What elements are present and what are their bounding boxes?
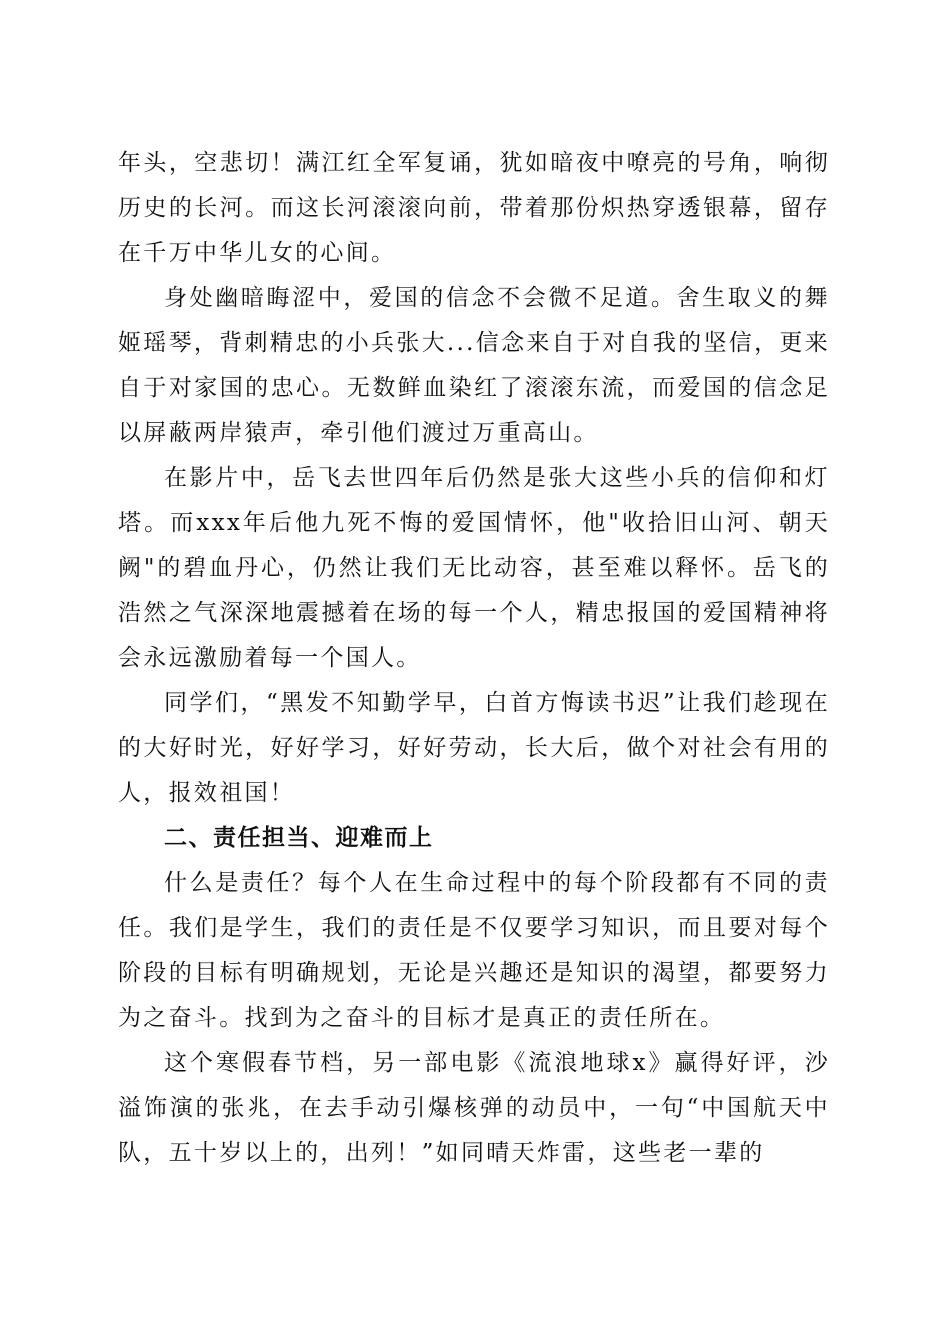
paragraph-continuation: 年头，空悲切！满江红全军复诵，犹如暗夜中嘹亮的号角，响彻历史的长河。而这长河滚滚向前，带着那份炽热穿透银幕，留存在千万中华儿女的心间。 xyxy=(118,150,830,266)
paragraph-students-call: 同学们，“黑发不知勤学早，白首方悔读书迟”让我们趁现在的大好时光，好好学习，好好劳动，长大后，做个对社会有用的人，报效祖国！ xyxy=(118,690,830,806)
paragraph-yue-fei: 在影片中，岳飞去世四年后仍然是张大这些小兵的信仰和灯塔。而xxx年后他九死不悔的爱国情怀，他"收拾旧山河、朝天阙"的碧血丹心，仍然让我们无比动容，甚至难以释怀。岳飞的浩然之气深深地震撼着在场的每一个人，精忠报国的爱国精神将会永远激励着每一个国人。 xyxy=(118,465,830,671)
document-body xyxy=(118,141,830,1176)
paragraph-wandering-earth: 这个寒假春节档，另一部电影《流浪地球x》赢得好评，沙溢饰演的张兆，在去手动引爆核弹的动员中，一句“中国航天中队，五十岁以上的，出列！”如同晴天炸雷，这些老一辈的 xyxy=(118,1050,830,1166)
section-heading-responsibility: 二、责任担当、迎难而上 xyxy=(164,825,434,851)
paragraph-what-is-responsibility: 什么是责任？每个人在生命过程中的每个阶段都有不同的责任。我们是学生，我们的责任是不仅要学习知识，而且要对每个阶段的目标有明确规划，无论是兴趣还是知识的渴望，都要努力为之奋斗。找到为之奋斗的目标才是真正的责任所在。 xyxy=(118,870,830,1031)
paragraph-patriotic-belief: 身处幽暗晦涩中，爱国的信念不会微不足道。舍生取义的舞姬瑶琴，背刺精忠的小兵张大...信念来自于对自我的坚信，更来自于对家国的忠心。无数鲜血染红了滚滚东流，而爱国的信念足以屏蔽两岸猿声，牵引他们渡过万重高山。 xyxy=(118,285,830,446)
